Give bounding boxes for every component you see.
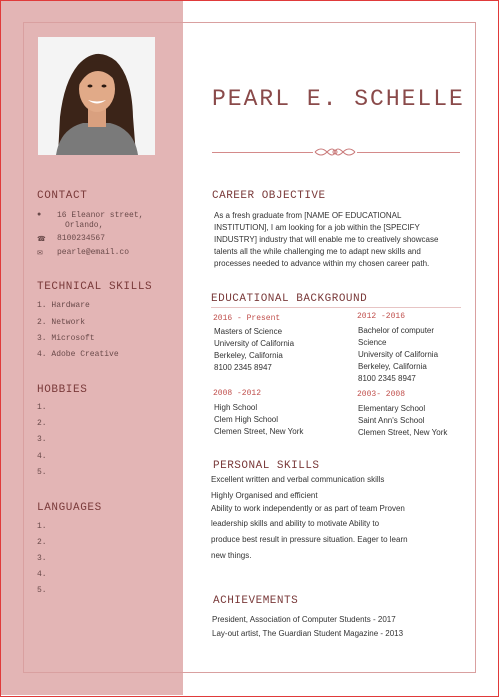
ornament-icon [313, 143, 357, 161]
contact-address-line-1: 16 Eleanor street, [57, 211, 144, 220]
education-date: 2003- 2008 [357, 390, 406, 399]
personal-skills-line: Ability to work independently or as part of team Proven [211, 504, 405, 513]
language-item: 4. [37, 570, 47, 579]
education-line: Bachelor of computer [358, 326, 435, 335]
career-objective-line: As a fresh graduate from [NAME OF EDUCATIONAL [214, 211, 402, 220]
resume-name: PEARL E. SCHELLE [212, 86, 465, 112]
career-objective-line: processes needed to advance within my chosen career path. [214, 259, 430, 268]
education-line: 8100 2345 8947 [358, 374, 416, 383]
education-line: Clemen Street, New York [214, 427, 304, 436]
personal-skills-line: new things. [211, 551, 252, 560]
hobby-item: 5. [37, 468, 47, 477]
career-objective-line: talents all the while challenging me to adapt new skills and [214, 247, 421, 256]
technical-skill-item: 1. Hardware [37, 301, 90, 310]
hobbies-heading: HOBBIES [37, 384, 88, 396]
education-line: Clem High School [214, 415, 279, 424]
achievement-line: Lay-out artist, The Guardian Student Magazine - 2013 [212, 629, 404, 638]
education-date: 2012 -2016 [357, 312, 406, 321]
education-line: Elementary School [358, 404, 426, 413]
technical-skill-item: 4. Adobe Creative [37, 350, 119, 359]
education-line: Berkeley, California [214, 351, 283, 360]
email-icon: ✉ [37, 250, 43, 257]
career-objective-heading: CAREER OBJECTIVE [212, 190, 326, 202]
technical-skill-item: 2. Network [37, 318, 86, 327]
language-item: 5. [37, 586, 47, 595]
personal-skills-line: Excellent written and verbal communication skills [211, 475, 385, 484]
education-line: Masters of Science [214, 327, 283, 336]
career-objective-line: INSTITUTION], I am looking for a job within the [SPECIFY [214, 223, 420, 232]
achievement-line: President, Association of Computer Students - 2017 [212, 615, 396, 624]
education-line: University of California [358, 350, 439, 359]
achievements-heading: ACHIEVEMENTS [213, 595, 299, 607]
contact-address-line-2: Orlando, [65, 221, 104, 230]
education-line: Berkeley, California [358, 362, 427, 371]
education-line: Science [358, 338, 387, 347]
technical-skill-item: 3. Microsoft [37, 334, 95, 343]
personal-skills-line: produce best result in pressure situation. Eager to learn [211, 535, 408, 544]
education-line: Clemen Street, New York [358, 428, 448, 437]
contact-email: pearle@email.co [57, 248, 130, 257]
hobby-item: 1. [37, 403, 47, 412]
language-item: 2. [37, 538, 47, 547]
education-underline [211, 307, 461, 308]
personal-skills-line: leadership skills and ability to motivate Ability to [211, 519, 380, 528]
education-date: 2008 -2012 [213, 389, 262, 398]
career-objective-line: INDUSTRY] industry that will enable me to creatively showcase [214, 235, 439, 244]
location-pin-icon: ● [37, 211, 42, 218]
divider-line-left [212, 152, 313, 153]
language-item: 3. [37, 554, 47, 563]
education-line: High School [214, 403, 258, 412]
education-date: 2016 - Present [213, 314, 281, 323]
contact-heading: CONTACT [37, 190, 88, 202]
language-item: 1. [37, 522, 47, 531]
languages-heading: LANGUAGES [37, 502, 102, 514]
hobby-item: 4. [37, 452, 47, 461]
phone-icon: ☎ [37, 236, 46, 243]
divider-line-right [357, 152, 460, 153]
education-line: 8100 2345 8947 [214, 363, 272, 372]
technical-skills-heading: TECHNICAL SKILLS [37, 281, 153, 293]
hobby-item: 2. [37, 419, 47, 428]
contact-phone: 8100234567 [57, 234, 106, 243]
education-heading: EDUCATIONAL BACKGROUND [211, 293, 368, 305]
personal-skills-heading: PERSONAL SKILLS [213, 460, 320, 472]
hobby-item: 3. [37, 435, 47, 444]
education-line: Saint Ann's School [358, 416, 425, 425]
education-line: University of California [214, 339, 295, 348]
profile-photo [38, 37, 155, 155]
personal-skills-line: Highly Organised and efficient [211, 491, 318, 500]
